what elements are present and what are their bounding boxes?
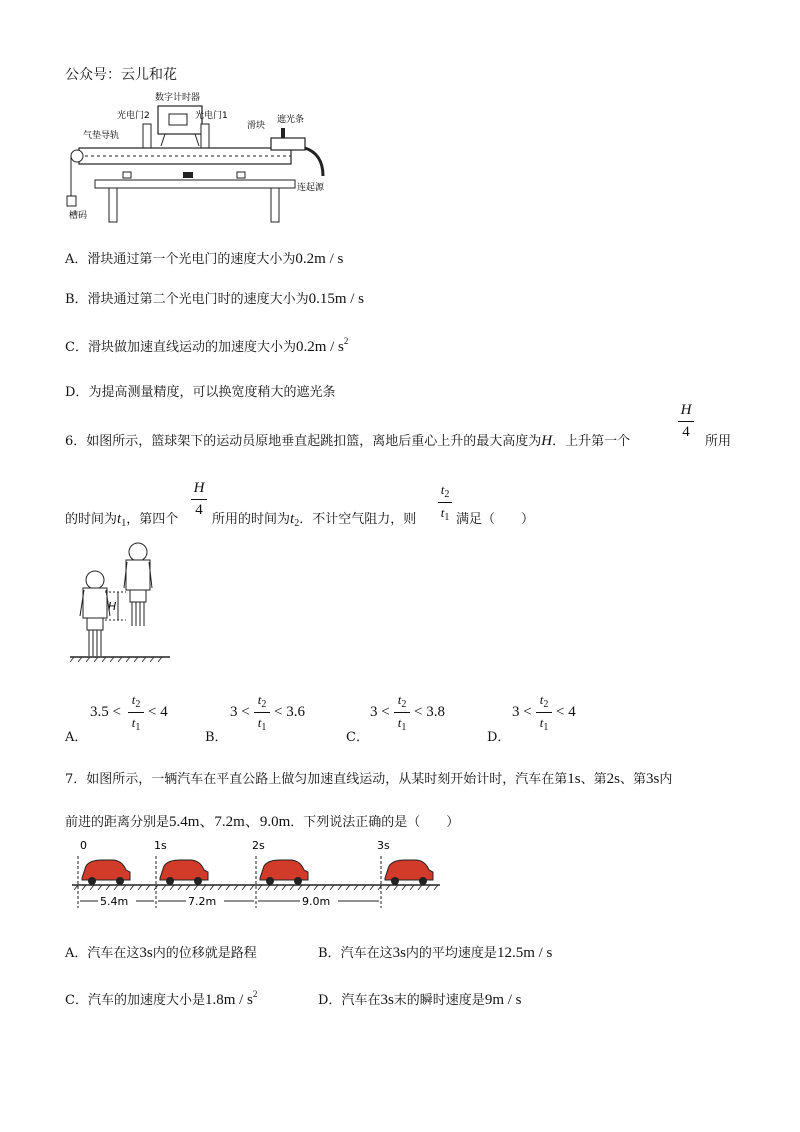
car-icon (385, 860, 433, 885)
label-gate1: 光电门1 (195, 111, 228, 121)
q6-stem-line2a: 的时间为$t_1$，第四个 (65, 511, 179, 529)
q6-option-d-lo: 3 < (512, 704, 532, 720)
q6-option-c-ratio: $t_2$ $t_1$ (394, 692, 410, 733)
q7-option-b: B．汽车在这3s内的平均速度是12.5m / s (318, 945, 553, 961)
q6-option-a-ratio: $t_2$ $t_1$ (128, 692, 144, 733)
q7-stem-line2: 前进的距离分别是5.4m、7.2m、9.0m．下列说法正确的是（ ） (65, 814, 460, 830)
q5-option-a: A．滑块通过第一个光电门的速度大小为0.2m / s (65, 251, 344, 267)
car-icon (160, 860, 208, 885)
label-timer: 数字计时器 (155, 93, 201, 103)
q6-option-b-hi: < 3.6 (274, 704, 305, 720)
label-shade: 遮光条 (277, 115, 305, 125)
q6-stem-line1: 6．如图所示，篮球架下的运动员原地垂直起跳扣篮，离地后重心上升的最大高度为H．上升第一个 (65, 433, 631, 449)
time-label-3s: 3s (377, 839, 390, 852)
q6-option-d-hi: < 4 (556, 704, 576, 720)
time-label-1s: 1s (154, 839, 167, 852)
q6-option-c-letter: C． (346, 730, 369, 745)
q5-option-c: C．滑块做加速直线运动的加速度大小为$0.2m / s^2$ (65, 336, 349, 355)
time-label-0: 0 (80, 839, 87, 852)
q7-option-c: C．汽车的加速度大小是$1.8m / s^2$ (65, 989, 258, 1008)
car-motion-figure (72, 836, 442, 914)
q6-option-a-lo: 3.5 < (90, 704, 121, 720)
q6-fraction-h4-a: H 4 (678, 402, 694, 441)
q6-option-a-letter: A． (65, 730, 88, 745)
q7-option-d: D．汽车在3s末的瞬时速度是9m / s (318, 992, 522, 1008)
q6-option-d-letter: D． (487, 730, 511, 745)
q6-option-c-hi: < 3.8 (414, 704, 445, 720)
time-label-2s: 2s (252, 839, 265, 852)
q6-option-b-letter: B． (205, 730, 228, 745)
label-gate2: 光电门2 (117, 111, 150, 121)
q6-ratio: $t_2$ $t_1$ (438, 482, 452, 523)
air-track-figure (65, 88, 355, 228)
q5-option-d: D．为提高测量精度，可以换宽度稍大的遮光条 (65, 385, 336, 400)
car-icon (82, 860, 130, 885)
car-icon (260, 860, 308, 885)
q6-option-d-ratio: $t_2$ $t_1$ (536, 692, 552, 733)
q6-option-a-hi: < 4 (148, 704, 168, 720)
wechat-header: 公众号：云儿和花 (65, 67, 177, 83)
label-slider: 滑块 (247, 121, 266, 131)
q5-option-b: B．滑块通过第二个光电门时的速度大小为0.15m / s (65, 291, 365, 307)
q6-stem-line2b: 所用的时间为$t_2$．不计空气阻力，则 (212, 511, 417, 529)
q7-option-a: A．汽车在这3s内的位移就是路程 (65, 945, 257, 961)
q6-option-b-lo: 3 < (230, 704, 250, 720)
segment-label-2: 7.2m (188, 895, 217, 908)
segment-label-3: 9.0m (302, 895, 331, 908)
q6-stem-line1-end: 所用 (705, 434, 732, 449)
q6-option-b-ratio: $t_2$ $t_1$ (254, 692, 270, 733)
label-rail: 气垫导轨 (83, 131, 120, 141)
q6-stem-line2c: 满足（ ） (456, 512, 535, 527)
q6-option-c-lo: 3 < (370, 704, 390, 720)
label-source: 连起源 (297, 183, 325, 193)
q7-stem-line1: 7．如图所示，一辆汽车在平直公路上做匀加速直线运动，从某时刻开始计时，汽车在第1s、第2s、第3s内 (65, 771, 673, 787)
q6-fraction-h4-b: H 4 (191, 480, 207, 519)
label-weight: 槽码 (69, 211, 88, 221)
segment-label-1: 5.4m (100, 895, 129, 908)
jump-figure (70, 540, 170, 665)
fig6-h-label: H (108, 600, 117, 613)
